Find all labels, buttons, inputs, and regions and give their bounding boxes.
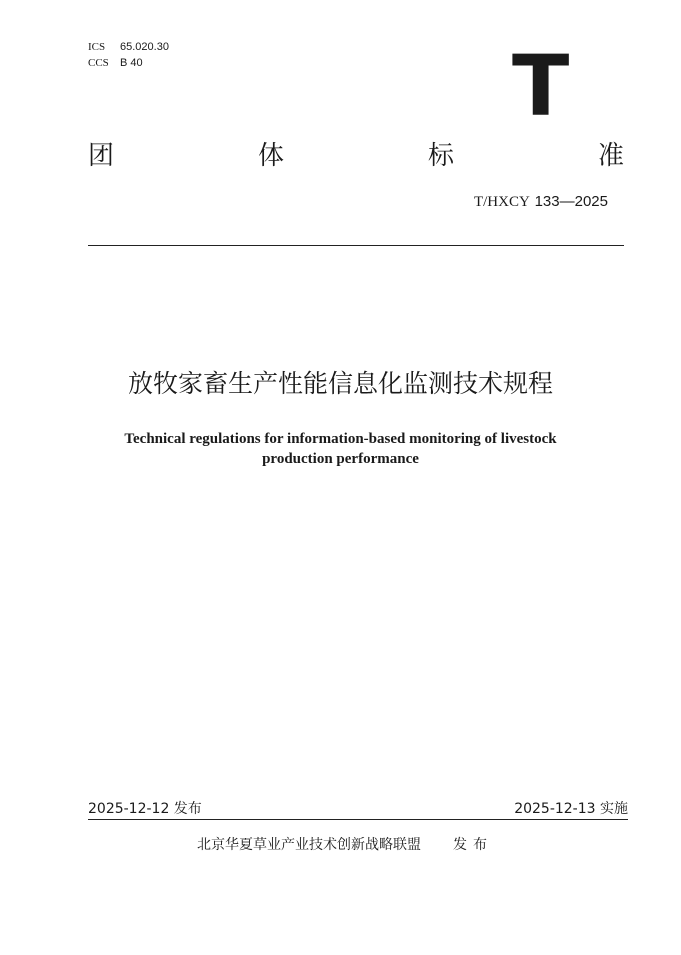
document-type — [88, 140, 624, 172]
ics-value: 65.020.30 — [120, 41, 169, 53]
ccs-code — [88, 56, 143, 70]
ics-code — [88, 40, 169, 54]
publisher — [197, 836, 493, 854]
standard-number — [474, 192, 608, 211]
title-english-line: production performance — [262, 451, 419, 467]
doc-type-char: 准 — [597, 141, 624, 171]
footer-divider — [88, 819, 628, 820]
doc-type-char: 标 — [427, 141, 454, 171]
doc-type-char: 体 — [257, 141, 284, 171]
standard-number-digits: 133—2025 — [534, 193, 608, 210]
implement-date: 2025-12-13 实施 — [514, 801, 628, 817]
standard-number-prefix: T/HXCY — [473, 194, 530, 210]
doc-type-char: 团 — [88, 141, 115, 171]
header-divider — [88, 245, 624, 246]
title-english-line: Technical regulations for information-based monitoring of livestock — [124, 431, 557, 447]
title-english — [80, 429, 601, 469]
ics-label: ICS — [88, 41, 106, 53]
title-chinese: 放牧家畜生产性能信息化监测技术规程 — [127, 369, 553, 398]
publish-date: 2025-12-12 发布 — [88, 801, 202, 817]
ccs-value: B 40 — [120, 57, 143, 69]
category-letter: T — [512, 37, 570, 135]
publisher-action: 发布 — [453, 837, 493, 853]
publisher-name: 北京华夏草业产业技术创新战略联盟 — [197, 837, 421, 853]
ccs-label: CCS — [88, 57, 109, 69]
